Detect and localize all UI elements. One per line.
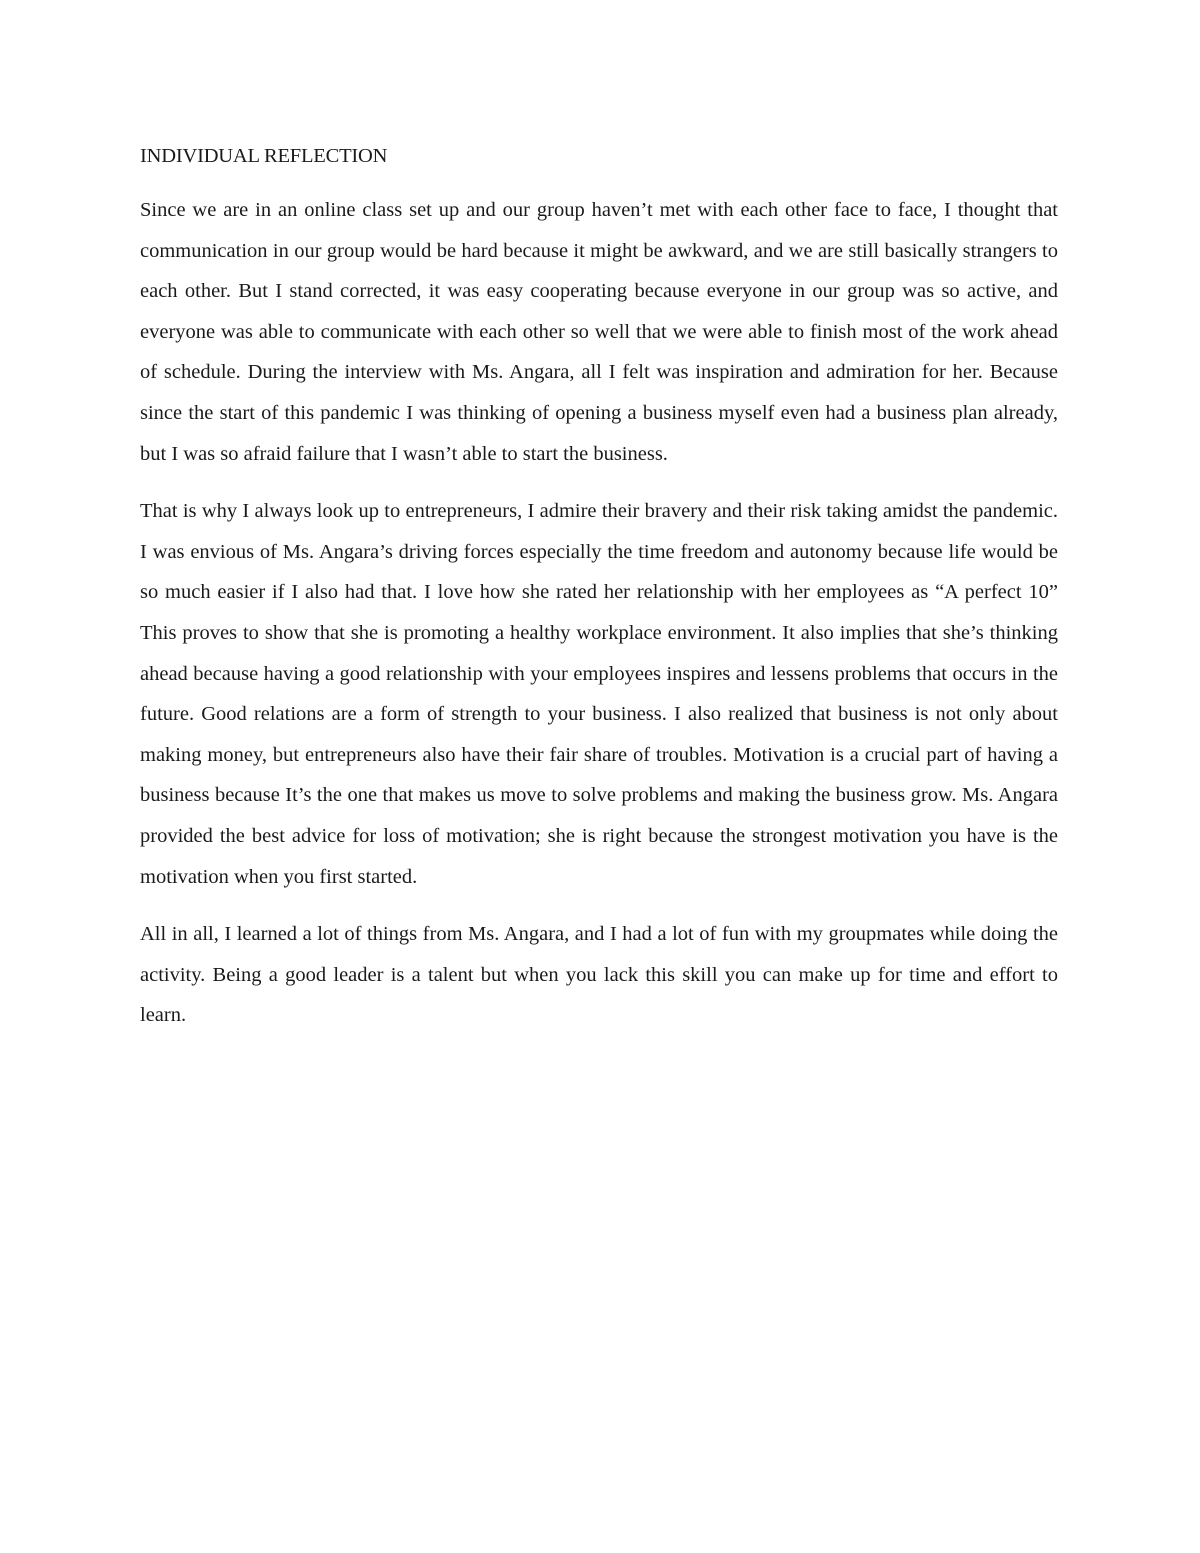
paragraph-1: Since we are in an online class set up and our group haven’t met with each other face to face, I thought that communication in our group would be hard because it might be awkward, and we are still basically strangers to each other. But I stand corrected, it was easy cooperating because everyone in our group was so active, and everyone was able to communicate with each other so well that we were able to finish most of the work ahead of schedule. During the interview with Ms. Angara, all I felt was inspiration and admiration for her. Because since the start of this pandemic I was thinking of opening a business myself even had a business plan already, but I was so afraid failure that I wasn’t able to start the business. [140,199,1058,465]
document-title: INDIVIDUAL REFLECTION [140,145,388,167]
paragraph-3: All in all, I learned a lot of things from Ms. Angara, and I had a lot of fun with my groupmates while doing the activity. Being a good leader is a talent but when you lack this skill you can make up for time and effort to learn. [140,923,1058,1027]
document-body [140,138,1058,1053]
paragraph-2: That is why I always look up to entrepreneurs, I admire their bravery and their risk taking amidst the pandemic. I was envious of Ms. Angara’s driving forces especially the time freedom and autonomy because life would be so much easier if I also had that. I love how she rated her relationship with her employees as “A perfect 10” This proves to show that she is promoting a healthy workplace environment. It also implies that she’s thinking ahead because having a good relationship with your employees inspires and lessens problems that occurs in the future. Good relations are a form of strength to your business. I also realized that business is not only about making money, but entrepreneurs also have their fair share of troubles. Motivation is a crucial part of having a business because It’s the one that makes us move to solve problems and making the business grow. Ms. Angara provided the best advice for loss of motivation; she is right because the strongest motivation you have is the motivation when you first started. [140,500,1058,888]
